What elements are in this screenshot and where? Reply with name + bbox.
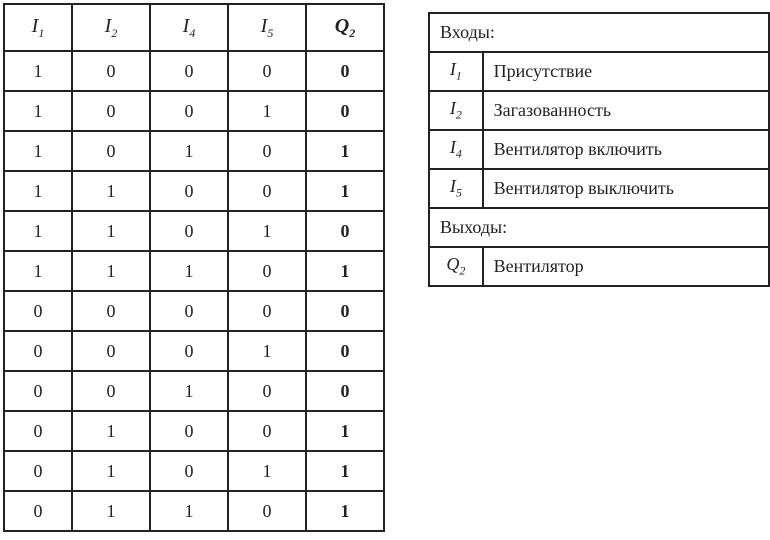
truth-table-row <box>4 251 384 291</box>
output-cell: 0 <box>306 371 384 411</box>
input-cell: 1 <box>4 51 72 91</box>
input-cell: 0 <box>4 331 72 371</box>
header-i5: $I_5$ <box>228 4 306 51</box>
outputs-title: Выходы: <box>429 208 769 247</box>
output-cell: 1 <box>306 131 384 171</box>
legend-row-i1 <box>429 52 769 91</box>
input-cell: 1 <box>150 251 228 291</box>
input-cell: 1 <box>4 211 72 251</box>
input-cell: 1 <box>72 451 150 491</box>
input-cell: 1 <box>4 91 72 131</box>
legend-label-i5: Вентилятор выключить <box>483 169 769 208</box>
input-cell: 0 <box>228 291 306 331</box>
output-cell: 1 <box>306 451 384 491</box>
input-cell: 0 <box>150 331 228 371</box>
truth-table-row <box>4 451 384 491</box>
legend-inputs-title-row <box>429 13 769 52</box>
input-cell: 1 <box>228 211 306 251</box>
input-cell: 1 <box>4 171 72 211</box>
input-cell: 1 <box>228 91 306 131</box>
input-cell: 0 <box>4 491 72 531</box>
legend-row-q2 <box>429 247 769 286</box>
input-cell: 0 <box>4 291 72 331</box>
legend-label-i2: Загазованность <box>483 91 769 130</box>
truth-table-row <box>4 371 384 411</box>
truth-table-row <box>4 91 384 131</box>
truth-table-row <box>4 131 384 171</box>
input-cell: 1 <box>72 171 150 211</box>
input-cell: 0 <box>150 51 228 91</box>
input-cell: 0 <box>4 451 72 491</box>
legend-symbol-q2: $Q_2$ <box>429 247 483 286</box>
legend-symbol-i2: $I_2$ <box>429 91 483 130</box>
output-cell: 0 <box>306 91 384 131</box>
header-i4: $I_4$ <box>150 4 228 51</box>
input-cell: 1 <box>4 131 72 171</box>
truth-table-row <box>4 331 384 371</box>
input-cell: 1 <box>228 451 306 491</box>
input-cell: 0 <box>228 131 306 171</box>
input-cell: 0 <box>228 171 306 211</box>
output-cell: 0 <box>306 291 384 331</box>
input-cell: 1 <box>72 491 150 531</box>
output-cell: 1 <box>306 251 384 291</box>
input-cell: 0 <box>228 491 306 531</box>
input-cell: 0 <box>228 371 306 411</box>
input-cell: 1 <box>150 371 228 411</box>
legend-label-i4: Вентилятор включить <box>483 130 769 169</box>
legend-symbol-i4: $I_4$ <box>429 130 483 169</box>
input-cell: 1 <box>150 131 228 171</box>
input-cell: 1 <box>228 331 306 371</box>
header-i2: $I_2$ <box>72 4 150 51</box>
input-cell: 0 <box>72 131 150 171</box>
truth-table <box>3 3 385 532</box>
input-cell: 1 <box>72 251 150 291</box>
inputs-title: Входы: <box>429 13 769 52</box>
truth-table-row <box>4 411 384 451</box>
truth-table-row <box>4 491 384 531</box>
legend-symbol-i5: $I_5$ <box>429 169 483 208</box>
truth-table-row <box>4 211 384 251</box>
legend-row-i2 <box>429 91 769 130</box>
truth-table-header-row <box>4 4 384 51</box>
input-cell: 0 <box>4 411 72 451</box>
truth-table-row <box>4 51 384 91</box>
legend-row-i5 <box>429 169 769 208</box>
output-cell: 1 <box>306 171 384 211</box>
input-cell: 0 <box>228 51 306 91</box>
input-cell: 0 <box>228 411 306 451</box>
header-q2: $Q_2$ <box>306 4 384 51</box>
input-cell: 0 <box>72 331 150 371</box>
output-cell: 0 <box>306 331 384 371</box>
input-cell: 0 <box>72 91 150 131</box>
truth-table-row <box>4 171 384 211</box>
input-cell: 1 <box>4 251 72 291</box>
input-cell: 1 <box>72 211 150 251</box>
input-cell: 1 <box>150 491 228 531</box>
input-cell: 0 <box>150 411 228 451</box>
legend-symbol-i1: $I_1$ <box>429 52 483 91</box>
output-cell: 1 <box>306 411 384 451</box>
input-cell: 0 <box>228 251 306 291</box>
input-cell: 0 <box>150 171 228 211</box>
legend-label-q2: Вентилятор <box>483 247 769 286</box>
output-cell: 1 <box>306 491 384 531</box>
legend-row-i4 <box>429 130 769 169</box>
input-cell: 0 <box>72 51 150 91</box>
truth-table-row <box>4 291 384 331</box>
header-i1: $I_1$ <box>4 4 72 51</box>
input-cell: 0 <box>4 371 72 411</box>
input-cell: 0 <box>72 291 150 331</box>
legend-table <box>428 12 770 287</box>
input-cell: 0 <box>150 451 228 491</box>
input-cell: 0 <box>150 91 228 131</box>
input-cell: 1 <box>72 411 150 451</box>
output-cell: 0 <box>306 211 384 251</box>
legend-outputs-title-row <box>429 208 769 247</box>
input-cell: 0 <box>150 211 228 251</box>
legend-label-i1: Присутствие <box>483 52 769 91</box>
output-cell: 0 <box>306 51 384 91</box>
input-cell: 0 <box>150 291 228 331</box>
input-cell: 0 <box>72 371 150 411</box>
